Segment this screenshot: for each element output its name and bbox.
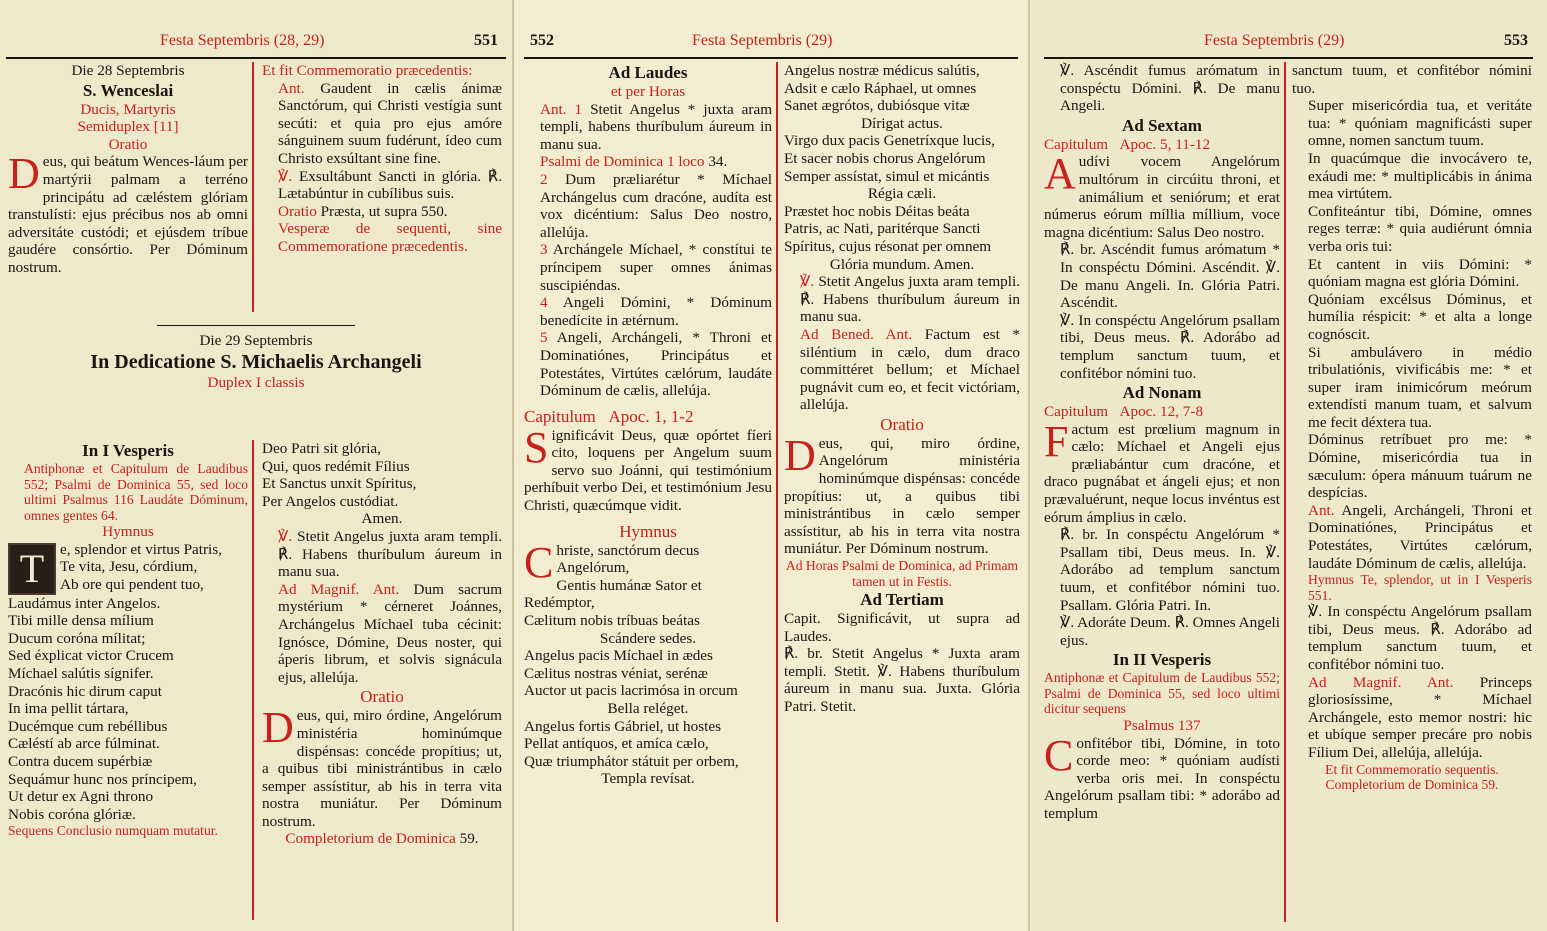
magnificat-antiphon: Ad Magnif. Ant. Dum sacrum mystérium * cérneret Joánnes, Archángelus Míchael tuba cécinit: Ignósce, Dómine, Deus noster, qui áperis librum, et solvis signácula ejus, allelúja.	[278, 580, 502, 686]
hymn-continued: Angelus nostræ médicus salútis, Adsit e cælo Ráphael, ut omnes Sanet ægrótos, dubiósque vitæ Dírigat actus. Virgo dux pacis Genetríxque lucis, Et sacer nobis chorus Angelórum Semper assístat, simul et micántis Régia cæli. Præstet hoc nobis Déitas beáta Patris, ac Nati, paritérque Sancti Spíritus, cujus résonat per omnem Glória mundum. Amen.	[784, 62, 995, 273]
commemoratio-note: Et fit Commemoratio præcedentis:	[262, 62, 473, 79]
die-date: Die 28 Septembris	[71, 62, 185, 79]
psalm-verse: Super misericórdia tua, et veritáte tua: * quóniam magnificásti super omne, nomen sanctum tuum.	[1308, 97, 1532, 150]
antiphon-1: Ant. 1 Stetit Angelus * juxta aram templi, habens thuríbulum áureum in manu sua.	[540, 100, 772, 153]
column-right	[784, 62, 1020, 931]
ornament-divider	[8, 318, 504, 332]
hymn-doxology: Deo Patri sit glória, Qui, quos redémit Fílius Et Sanctus unxit Spíritus, Per Angelos custódiat. Amen.	[262, 440, 417, 528]
feast-title: In Dedicatione S. Michaelis Archangeli	[90, 350, 422, 373]
versicle: ℣. In conspéctu Angelórum psallam tibi, Deus meus. ℟. Adorábo ad templum sanctum tuum, et confitébor nómini tuo.	[1308, 603, 1532, 673]
psalm-verse: Si ambulávero in médio tribulatiónis, vivificábis me: * et super iram inimicórum meórum extendísti manum tuam, et salvum me fecit déxtera tua.	[1308, 343, 1532, 431]
hymn-ref: Hymnus Te, splendor, ut in I Vesperis 551.	[1308, 572, 1532, 603]
psalm-verse: Et cantent in viis Dómini: * quóniam magna est glória Dómini.	[1308, 255, 1532, 291]
psalm-note: Psalmi de Dominica 1 loco 34.	[540, 153, 728, 171]
column-divider	[1284, 62, 1286, 922]
feast-rank: Duplex I classis	[207, 373, 305, 391]
oratio-text: Deus, qui, miro órdine, Angelórum ministéria hominúmque dispénsas: concéde propítius: ut, a quibus tibi ministrántibus in cælo semper assístitur, ab his in terra vita nostra muniátur. Per Dóminum nostrum.	[784, 430, 1020, 558]
capitulum-text: Significávit Deus, quæ opórtet fíeri cito, loquens per Angelum suum servo suo Joánni, qui testimónium perhíbuit verbo Dei, et testimónium Jesu Christi, quæcúmque vidit.	[524, 422, 772, 515]
psalm-verse: Quóniam excélsus Dóminus, et humília réspicit: * et alta a longe cognóscit.	[1308, 290, 1532, 343]
hymn-heading: Hymnus	[102, 523, 154, 540]
oratio-heading: Oratio	[108, 135, 148, 153]
page-553	[1030, 0, 1547, 931]
drop-cap: A	[1044, 149, 1076, 199]
column-left-bottom	[8, 440, 248, 931]
oratio-text: Deus, qui beátum Wences-láum per martýrii palmam a terréno principátu ad cæléstem glóriam transtulísti: ejus précibus nos ab omni adversitáte custódi; et ejúsdem tríbue gaudére consórtio. Per Dóminum nostrum.	[8, 149, 248, 276]
section-heading: Ad Laudes	[608, 63, 688, 82]
page-552	[514, 0, 1028, 931]
versicle: ℣. Exsultábunt Sancti in glória. ℟. Lætabúntur in cubílibus suis.	[278, 167, 502, 203]
vesperae-note: Vesperæ de sequenti, sine Commemoratione præcedentis.	[278, 220, 502, 255]
psalm-text: Confitébor tibi, Dómine, in toto corde meo: * quóniam audísti verba oris mei. In conspéctu Angelórum psallam tibi: * adorábo ad templum	[1044, 730, 1280, 822]
column-right	[1292, 62, 1532, 931]
responsory: ℟. br. Stetit Angelus * Juxta aram templi. Stetit. ℣. Habens thuríbulum áureum in manu sua. Juxta. Glória Patri. Stetit.	[784, 645, 1020, 715]
versicle: ℣. Adoráte Deum. ℟. Omnes Angeli ejus.	[1060, 614, 1280, 649]
versicle: ℣. Ascéndit fumus arómatum in conspéctu Dómini. ℟. De manu Angeli.	[1060, 62, 1280, 115]
page-551	[0, 0, 512, 931]
column-divider	[252, 62, 254, 312]
psalm-verse: In quacúmque die invocávero te, exáudi me: * multiplicábis in ánima mea virtútem.	[1308, 149, 1532, 203]
oratio-heading: Oratio	[360, 687, 404, 707]
capitulum-heading: Capitulum Apoc. 5, 11-12	[1044, 135, 1211, 153]
running-title: Festa Septembris (29)	[692, 32, 833, 49]
page-number: 552	[530, 32, 554, 49]
section-heading: Ad Sextam	[1122, 115, 1202, 135]
header-rule	[6, 57, 506, 59]
column-left-top	[8, 62, 248, 302]
antiphon-5: 5 Angeli, Archángeli, * Throni et Dominatiónes, Principátus et Potestátes, Virtútes cælórum, laudáte Dóminum de cælis, allelúja.	[540, 329, 772, 400]
ornamental-initial: T	[8, 543, 56, 595]
section-heading: In I Vesperis	[82, 441, 174, 460]
psalm-verse: Dóminus retríbuet pro me: * Dómine, misericórdia tua in sæculum: ópera mánuum tuárum ne despícias.	[1308, 431, 1532, 502]
responsory: ℟. br. Ascéndit fumus arómatum * In conspéctu Dómini. Ascéndit. ℣. De manu Angeli. In. Glória Patri. Ascéndit.	[1060, 241, 1280, 312]
antiphon: Ant. Gaudent in cælis ánimæ Sanctórum, qui Christi vestígia sunt secúti: et quia pro ejus amóre sánguinem suum fudérunt, ídeo cum Christo exsúltant sine fine.	[278, 79, 502, 167]
page-number: 551	[474, 32, 498, 49]
versicle: ℣. Stetit Angelus juxta aram templi. ℟. Habens thuríbulum áureum in manu sua.	[800, 273, 1020, 326]
magnificat-antiphon: Ad Magnif. Ant. Princeps gloriosíssime, * Míchael Archángele, esto memor nostri: hic et ubíque semper precáre pro nobis Fílium Dei, allelúja, allelúja.	[1308, 673, 1532, 761]
benedictus-antiphon: Ad Bened. Ant. Factum est * siléntium in cælo, dum draco committéret bellum; et Míchael pugnávit cum eo, et fecit victóriam, allelúja.	[800, 325, 1020, 414]
drop-cap: D	[262, 703, 294, 753]
page-header	[1030, 30, 1547, 56]
header-rule	[1044, 57, 1533, 59]
antiphon-4: 4 Angeli Dómini, * Dóminum benedícite in ætérnum.	[540, 294, 772, 329]
saint-name: S. Wenceslai	[82, 80, 174, 100]
rubric-note: Antiphonæ et Capitulum de Laudibus 552; Psalmi de Dominica 55, sed loco ultimi Psalmus 116 Laudáte Dóminum, omnes gentes 64.	[24, 461, 248, 523]
die-date: Die 29 Septembris	[199, 332, 313, 349]
psalm-verse: sanctum tuum, et confitébor nómini tuo.	[1292, 62, 1532, 97]
drop-cap: D	[8, 149, 40, 199]
capitulum-ref: Capit. Significávit, ut supra ad Laudes.	[784, 610, 1020, 645]
running-title: Festa Septembris (28, 29)	[160, 32, 325, 49]
oratio-text: Deus, qui, miro órdine, Angelórum ministéria hominúmque dispénsas: concéde propítius; ut, a quibus tibi ministrántibus in cælo semper assístitur, ab his in terra vita nostra muniátur. Per Dóminum nostrum.	[262, 703, 502, 830]
column-divider	[252, 440, 254, 920]
column-left	[1044, 62, 1280, 931]
completorium-note: Completorium de Dominica 59.	[285, 830, 479, 848]
drop-cap: F	[1044, 416, 1069, 466]
drop-cap: C	[1044, 730, 1074, 780]
capitulum-heading: Capitulum Apoc. 12, 7-8	[1044, 403, 1204, 421]
capitulum-text: Audívi vocem Angelórum multórum in circúitu throni, et animálium et seniórum; et erat númerus eórum míllia míllium, voce magna dicéntium: Salus Deo nostro.	[1044, 149, 1280, 241]
responsory: ℟. br. In conspéctu Angelórum * Psallam tibi, Deus meus. In. ℣. Adorábo ad templum sanctum tuum, et confitébor nómini tuo. Psallam. Glória Patri. In.	[1060, 526, 1280, 614]
versicle: ℣. In conspéctu Angelórum psallam tibi, Deus meus. ℟. Adorábo ad templum sanctum tuum, et confitébor nómini tuo.	[1060, 311, 1280, 382]
hymn-heading: Hymnus	[619, 521, 677, 541]
feast-title-block	[8, 318, 504, 438]
drop-cap: D	[784, 430, 816, 480]
hymn-text: C hriste, sanctórum decus Angelórum, Gentis humánæ Sator et Redémptor, Cælitum nobis tríbuas beátas Scándere sedes. Angelus pacis Míchael in ædes Cælitus nostras véniat, serénæ Auctor ut pacis lacrimósa in orcum Bella reléget. Angelus fortis Gábriel, ut hostes Pellat antíquos, et amíca cælo, Quæ triumphátor státuit per orbem, Templa revísat.	[524, 537, 739, 788]
oratio-ref: Oratio Præsta, ut supra 550.	[278, 202, 448, 220]
antiphon-2: 2 Dum præliarétur * Míchael Archángelus cum dracóne, audíta est vox dicéntium: Salus Deo nostro, allelúja.	[540, 170, 772, 241]
column-divider	[776, 62, 778, 922]
psalm-verse: Confiteántur tibi, Dómine, omnes reges terræ: * quia audiérunt ómnia verba oris tui:	[1308, 202, 1532, 255]
rubric-note: Sequens Conclusio numquam mutatur.	[8, 823, 218, 839]
drop-cap: S	[524, 422, 549, 472]
rubric-note: Antiphonæ et Capitulum de Laudibus 552; Psalmi de Dominica 55, sed loco ultimi dicitur sequens	[1044, 670, 1280, 717]
completorium-note: Completorium de Dominica 59.	[1325, 777, 1499, 793]
header-rule	[524, 57, 1018, 59]
section-heading: In II Vesperis	[1112, 650, 1212, 670]
column-left	[524, 62, 772, 931]
hymn-left: T e, splendor et virtus Patris, Te vita, Jesu, córdium, Ab ore qui pendent tuo, Laudámus inter Angelos. Tibi mille densa mílium Ducum coróna mílitat; Sed éxplicat victor Crucem Míchael salútis sígnifer. Dracónis hic dirum caput In ima pellit tártara, Ducémque cum rebéllibus Cæléstí ab arce fúlminat. Contra ducem supérbiæ Sequámur hunc nos príncipem, Ut detur ex Agni throno Nobis coróna glóriæ.	[8, 540, 222, 823]
saint-rank: Semiduplex [11]	[77, 118, 179, 136]
section-subheading: et per Horas	[610, 83, 686, 100]
saint-title: Ducis, Martyris	[80, 100, 176, 118]
capitulum-text: Factum est prœlium magnum in cælo: Míchael et Angeli ejus præliabántur cum dracóne, et draco pugnábat et ángeli ejus; et non prævaluérunt, neque locus invéntus est eórum ámplius in cælo.	[1044, 416, 1280, 526]
capitulum-heading: Capitulum Apoc. 1, 1-2	[524, 406, 694, 426]
drop-cap: C	[524, 537, 554, 587]
page-number: 553	[1504, 32, 1528, 49]
antiphon: Ant. Angeli, Archángeli, Throni et Dominatiónes, Principátus et Potestátes, Virtútes cælórum, laudáte Dóminum de cælis, allelúja.	[1308, 501, 1532, 572]
column-right-bottom	[262, 440, 502, 931]
column-right-top	[262, 62, 502, 312]
page-header	[514, 30, 1028, 56]
section-heading: Ad Tertiam	[860, 590, 944, 610]
section-heading: Ad Nonam	[1122, 383, 1202, 403]
rubric-note: Et fit Commemoratio sequentis.	[1325, 761, 1499, 777]
psalm-heading: Psalmus 137	[1123, 716, 1201, 734]
running-title: Festa Septembris (29)	[1204, 32, 1345, 49]
antiphon-3: 3 Archángele Míchael, * constítui te príncipem super omnes ánimas suscipiéndas.	[540, 241, 772, 294]
page-header	[0, 30, 512, 56]
rubric-note: Ad Horas Psalmi de Dominica, ad Primam tamen ut in Festis.	[785, 558, 1019, 589]
versicle: ℣. Stetit Angelus juxta aram templi. ℟. Habens thuríbulum áureum in manu sua.	[278, 527, 502, 581]
oratio-heading: Oratio	[880, 414, 924, 434]
